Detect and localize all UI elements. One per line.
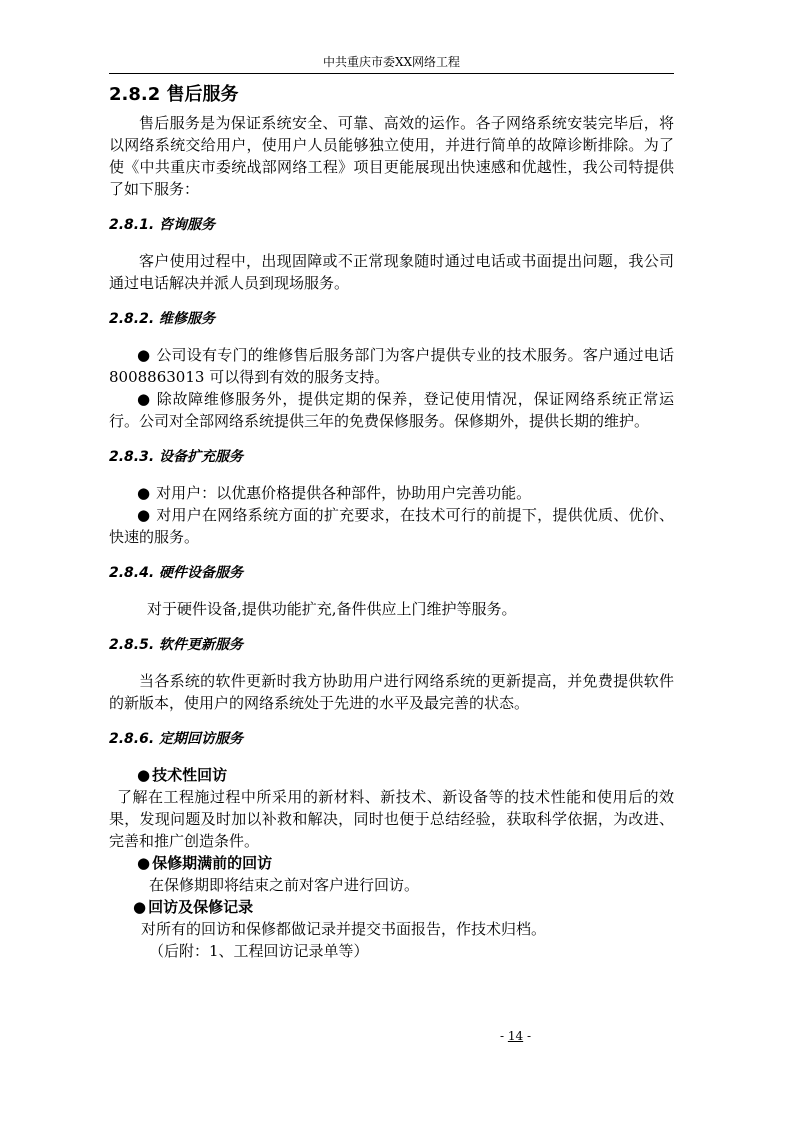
revisit-item-title: ● 技术性回访 [137,766,228,784]
bullet-icon: ● [137,854,151,872]
bullet-icon: ● [137,484,151,502]
list-item [109,344,674,388]
revisit-item-title: ● 回访及保修记录 [133,898,254,916]
revisit-item-title: ● 保修期满前的回访 [137,854,273,872]
list-item-text: 对用户：以优惠价格提供各种部件，协助用户完善功能。 [156,484,532,502]
consulting-text: 客户使用过程中，出现固障或不正常现象随时通过电话或书面提出问题，我公司通过电话解决并派人员到现场服务。 [109,252,674,292]
subsection-title-hardware: 2.8.4. 硬件设备服务 [109,565,244,581]
revisit-item-text: 对所有的回访和保修都做记录并提交书面报告，作技术归档。 [141,920,547,938]
software-text: 当各系统的软件更新时我方协助用户进行网络系统的更新提高，并免费提供软件的新版本，使用户的网络系统处于先进的水平及最完善的状态。 [109,672,674,712]
bullet-icon: ● [137,390,151,408]
document-body [109,82,674,962]
subsection-title-repair: 2.8.2. 维修服务 [109,311,216,327]
list-item-text: 除故障维修服务外，提供定期的保养，登记使用情况，保证网络系统正常运行。公司对全部网络系统提供三年的免费保修服务。保修期外，提供长期的维护。 [109,390,674,430]
subsection-title-expansion: 2.8.3. 设备扩充服务 [109,449,244,465]
section-intro: 售后服务是为保证系统安全、可靠、高效的运作。各子网络系统安装完毕后，将以网络系统交给用户，使用户人员能够独立使用，并进行简单的故障诊断排除。为了使《中共重庆市委统战部网络工程》项目更能展现出快速感和优越性，我公司特提供了如下服务： [109,114,674,198]
bullet-icon: ● [133,898,147,916]
appendix-note: （后附：1、工程回访记录单等） [149,942,369,960]
subsection-title-software: 2.8.5. 软件更新服务 [109,637,244,653]
page-number-value: 14 [507,1029,524,1043]
revisit-item-text: 在保修期即将结束之前对客户进行回访。 [149,876,420,894]
list-item-text: 对用户在网络系统方面的扩充要求，在技术可行的前提下，提供优质、优价、快速的服务。 [109,506,674,546]
subsection-title-revisit: 2.8.6. 定期回访服务 [109,731,244,747]
section-title: 2.8.2 售后服务 [109,84,239,105]
bullet-icon: ● [137,346,151,364]
list-item-text: 公司设有专门的维修售后服务部门为客户提供专业的技术服务。客户通过电话 8008863013 可以得到有效的服务支持。 [109,346,674,386]
revisit-item-text: 了解在工程施过程中所采用的新材料、新技术、新设备等的技术性能和使用后的效果，发现问题及时加以补救和解决，同时也便于总结经验，获取科学依据，为改进、完善和推广创造条件。 [109,788,674,850]
header-rule [109,73,674,74]
hardware-text: 对于硬件设备,提供功能扩充,备件供应上门维护等服务。 [147,600,517,618]
list-item [109,504,674,548]
list-item [109,388,674,432]
bullet-icon: ● [137,766,151,784]
list-item [109,482,674,504]
subsection-title-consulting: 2.8.1. 咨询服务 [109,217,216,233]
bullet-icon: ● [137,506,151,524]
page-header: 中共重庆市委XX网络工程 [322,55,461,69]
